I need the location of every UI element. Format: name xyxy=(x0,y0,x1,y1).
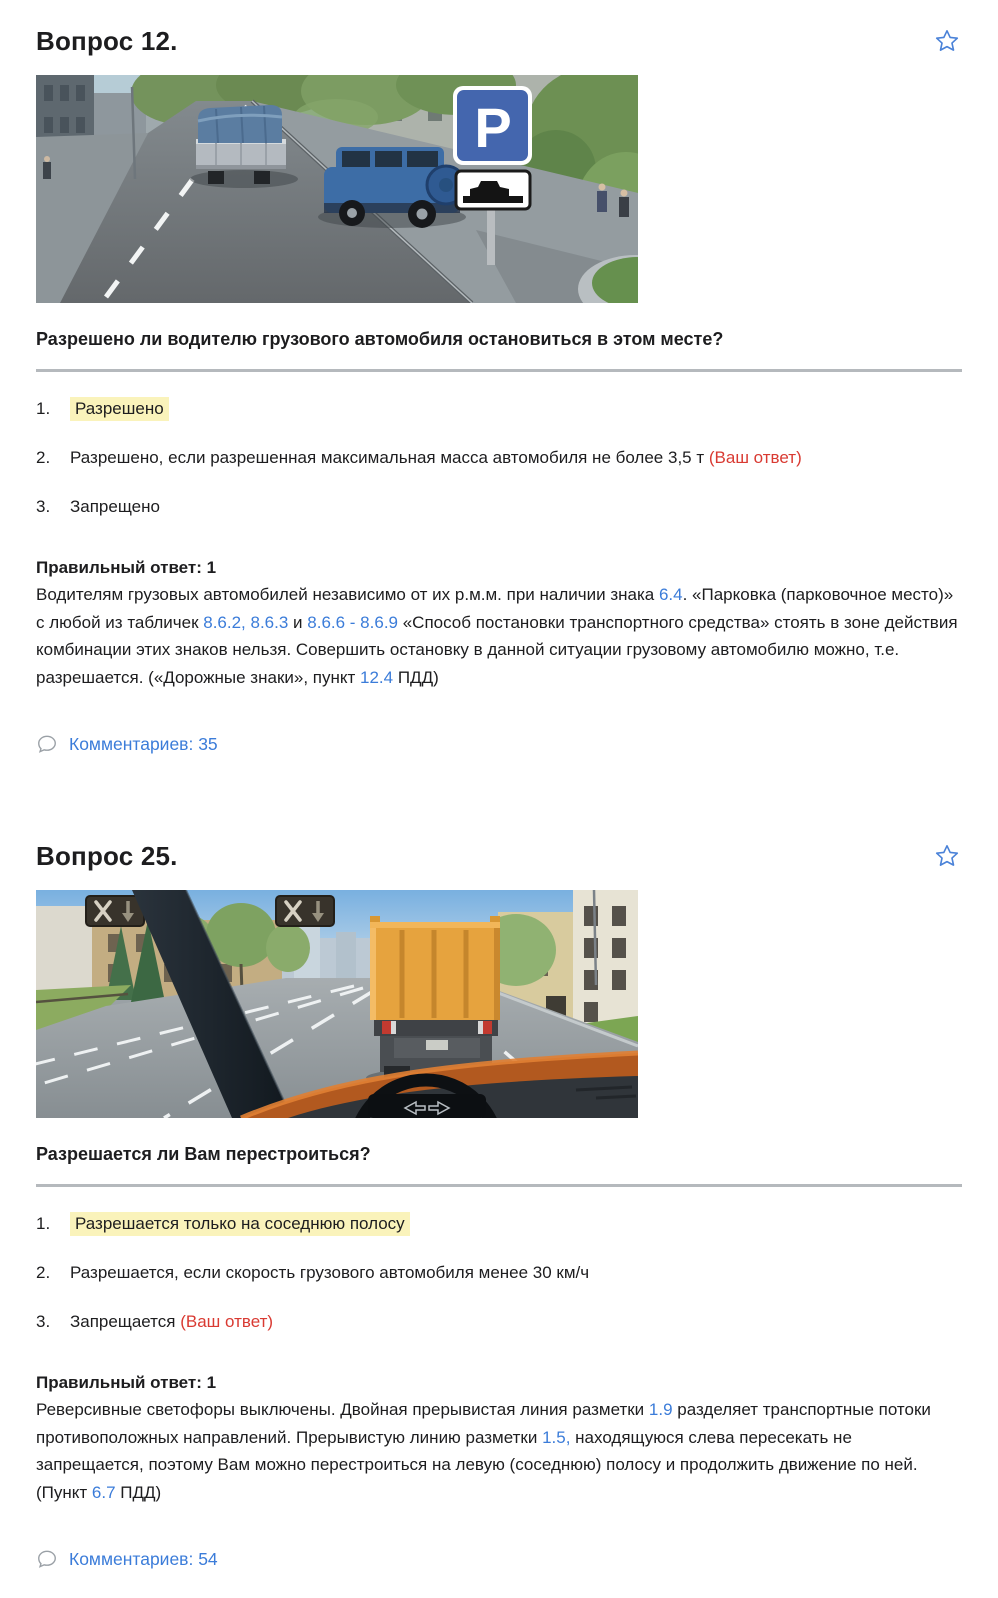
question-scene-image xyxy=(36,75,638,303)
question-title: Вопрос 25. xyxy=(36,841,178,871)
question-header xyxy=(36,841,962,872)
answer-number: 3. xyxy=(36,497,51,516)
answer-option[interactable] xyxy=(36,446,962,470)
answer-text: Разрешено, если разрешенная максимальная масса автомобиля не более 3,5 т xyxy=(70,448,705,467)
question-text: Разрешается ли Вам перестроиться? xyxy=(36,1144,371,1164)
correct-answer-label: Правильный ответ: 1 xyxy=(36,1373,217,1392)
question-header xyxy=(36,26,962,57)
question-block-12 xyxy=(36,0,962,755)
your-answer-label: (Ваш ответ) xyxy=(175,1312,274,1331)
explanation-text: Реверсивные светофоры выключены. Двойная прерывистая линия разметки xyxy=(36,1400,649,1419)
comments-row xyxy=(36,1548,962,1570)
question-text: Разрешено ли водителю грузового автомобиля остановиться в этом месте? xyxy=(36,329,724,349)
pdd-reference-link[interactable]: 6.4 xyxy=(658,585,683,604)
answers-list xyxy=(36,1212,962,1334)
parking-method-plaque-icon xyxy=(456,171,530,209)
explanation-text: и xyxy=(288,612,308,632)
divider xyxy=(36,1184,962,1187)
answer-number: 1. xyxy=(36,1214,51,1233)
star-icon xyxy=(934,28,960,54)
explanation-text: Водителям грузовых автомобилей независимо от их р.м.м. при наличии знака xyxy=(36,585,659,604)
divider xyxy=(36,369,962,372)
question-scene-image xyxy=(36,890,638,1118)
explanation-text: разделяет транспортные потоки противоположных направлений. Прерывистую линию разметки xyxy=(36,1400,931,1447)
explanation-text: ПДД) xyxy=(115,1482,162,1502)
answer-option[interactable] xyxy=(36,1212,962,1236)
answer-option[interactable] xyxy=(36,495,962,519)
quiz-page xyxy=(36,0,962,1598)
explanation-paragraph xyxy=(36,581,962,691)
answer-text: Разрешается, если скорость грузового автомобиля менее 30 км/ч xyxy=(70,1263,590,1282)
comment-bubble-icon xyxy=(36,733,58,755)
comments-link[interactable]: Комментариев: 54 xyxy=(69,1548,218,1569)
pdd-reference-link[interactable]: 1.5, xyxy=(542,1427,571,1447)
answer-text: Запрещено xyxy=(70,497,160,516)
answer-number: 3. xyxy=(36,1312,51,1331)
answer-text: Запрещается xyxy=(70,1312,176,1331)
comments-link[interactable]: Комментариев: 35 xyxy=(69,733,218,754)
explanation-text: . «Парковка (парковочное место)» с любой из табличек xyxy=(36,585,954,632)
reversing-signal-right xyxy=(276,896,334,926)
answer-option[interactable] xyxy=(36,1261,962,1285)
instrument-cluster xyxy=(368,1094,486,1118)
comment-bubble-icon xyxy=(36,1548,58,1570)
explanation-text: «Способ постановки транспортного средства» стоять в зоне действия комбинации этих знаков нельзя. Совершить остановку в данной ситуации грузовому автомобилю можно, т.е. разрешается. («Дорожные знаки», пункт xyxy=(36,612,958,687)
explanation-text: ПДД) xyxy=(393,667,439,687)
pdd-reference-link[interactable]: 1.9 xyxy=(648,1400,673,1419)
comments-row xyxy=(36,733,962,755)
your-answer-label: (Ваш ответ) xyxy=(704,448,802,467)
favorite-star-button[interactable] xyxy=(932,841,962,871)
answer-number: 2. xyxy=(36,1263,51,1282)
answers-list xyxy=(36,397,962,519)
answer-text: Разрешается только на соседнюю полосу xyxy=(70,1212,410,1236)
pdd-reference-link[interactable]: 6.7 xyxy=(91,1482,116,1502)
pdd-reference-link[interactable]: 12.4 xyxy=(360,667,394,687)
favorite-star-button[interactable] xyxy=(932,26,962,56)
correct-answer-label: Правильный ответ: 1 xyxy=(36,558,217,577)
pdd-reference-link[interactable]: 8.6.6 - 8.6.9 xyxy=(307,612,398,632)
answer-number: 1. xyxy=(36,399,51,418)
reversing-signal-left xyxy=(86,896,144,926)
explanation-paragraph xyxy=(36,1396,962,1506)
question-title: Вопрос 12. xyxy=(36,26,178,56)
answer-text: Разрешено xyxy=(70,397,169,421)
explanation-text: находящуюся слева пересекать не запрещается, поэтому Вам можно перестроиться на левую (соседнюю) полосу и продолжить движение по ней. (Пункт xyxy=(36,1427,918,1502)
question-block-25 xyxy=(36,815,962,1570)
parking-sign-letter: P xyxy=(474,96,512,159)
answer-number: 2. xyxy=(36,448,51,467)
answer-option[interactable] xyxy=(36,1310,962,1334)
star-icon xyxy=(934,843,960,869)
answer-option[interactable] xyxy=(36,397,962,421)
pdd-reference-link[interactable]: 8.6.2, 8.6.3 xyxy=(203,612,289,632)
